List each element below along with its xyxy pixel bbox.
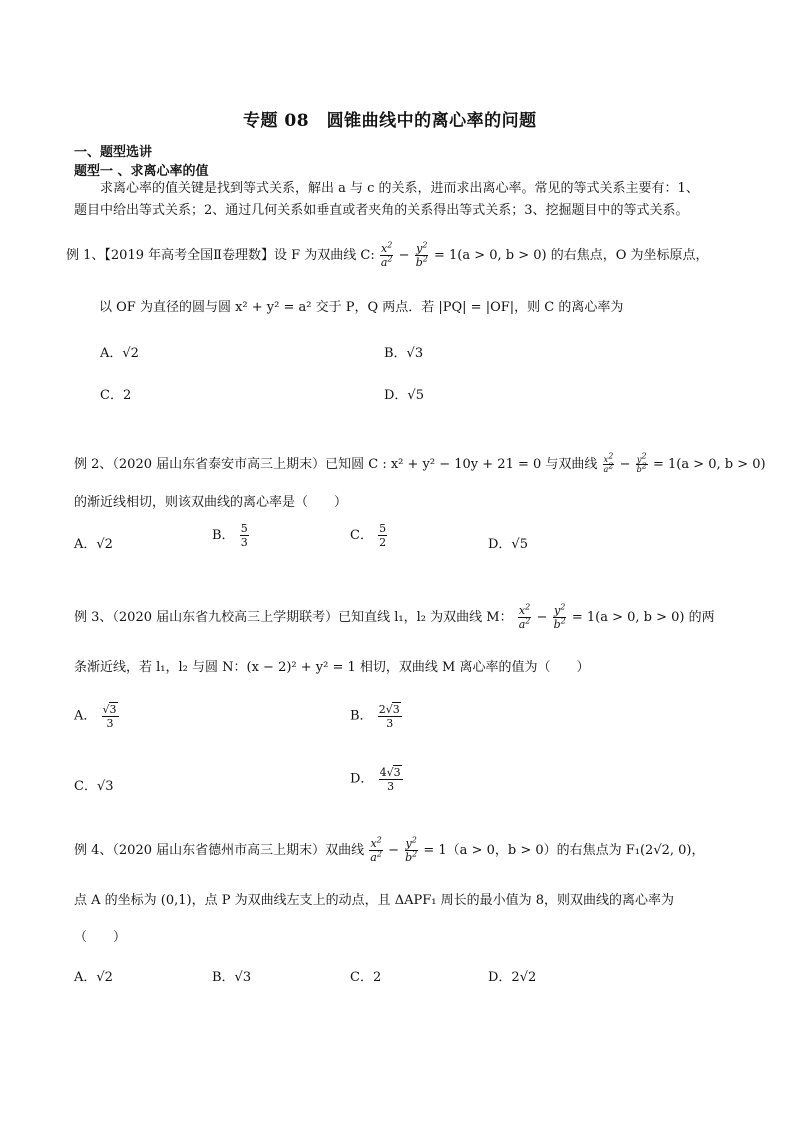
example-3-line-2: 条渐近线，若 l₁，l₂ 与圆 N：(x − 2)² + y² = 1 相切，双曲线 M 离心率的值为（ ）: [74, 660, 590, 675]
fraction-4sqrt3-3: $\frac{4√3}{3}$: [379, 766, 401, 793]
example-1-option-a[interactable]: A．√2: [100, 346, 139, 361]
page-title: 专题 08 圆锥曲线中的离心率的问题: [243, 111, 537, 131]
fraction-y2-b2: $\frac{y^2}{b^2}$: [405, 835, 418, 864]
example-4-option-d[interactable]: D．2√2: [488, 970, 537, 985]
example-3-option-b[interactable]: [350, 702, 403, 730]
fraction-x2-a2: $\frac{x^2}{a^2}$: [518, 602, 531, 631]
example-4-line-2: 点 A 的坐标为 (0,1)，点 P 为双曲线左支上的动点，且 ΔAPF₁ 周长的最小值为 8，则双曲线的离心率为: [74, 893, 675, 908]
fraction-y2-b2: $\frac{y^2}{b^2}$: [636, 451, 647, 474]
example-1-option-c[interactable]: C．2: [100, 388, 132, 403]
example-4-condition: = 1（a > 0，b > 0）的右焦点为 F₁(2√2, 0)，: [423, 843, 705, 858]
example-2-line-1: 例 2、（2020 届山东省泰安市高三上期末）已知圆 C : x² + y² − 10y + 21 = 0 与双曲线 $\frac{x^2}{a^2}$ − $\frac{y^2}{b^2}$ = 1(a > 0, b > 0): [74, 451, 766, 474]
example-1-line-2: 以 OF 为直径的圆与圆 x² + y² = a² 交于 P，Q 两点．若 |PQ| = |OF|，则 C 的离心率为: [99, 300, 624, 315]
type-heading: 题型一 、求离心率的值: [74, 164, 209, 179]
fraction-5-2: $\frac{5}{2}$: [379, 522, 387, 549]
example-4-option-c[interactable]: C．2: [350, 970, 382, 985]
intro-line-1: 求离心率的值关键是找到等式关系，解出 a 与 c 的关系，进而求出离心率。常见的等式关系主要有：1、: [100, 181, 699, 196]
example-2-text: 例 2、（2020 届山东省泰安市高三上期末）已知圆 C : x² + y² − 10y + 21 = 0 与双曲线: [74, 457, 598, 472]
example-3-condition: = 1(a > 0, b > 0) 的两: [571, 610, 715, 625]
example-4-text: 例 4、（2020 届山东省德州市高三上期末）双曲线: [74, 843, 365, 858]
fraction-x2-a2: $\frac{x^2}{a^2}$: [370, 835, 382, 864]
section-heading: 一、题型选讲: [74, 145, 153, 160]
example-2-option-c[interactable]: [350, 522, 388, 549]
fraction-x2-a2: $\frac{x^2}{a^2}$: [603, 451, 614, 474]
example-2-line-2: 的渐近线相切，则该双曲线的离心率是（ ）: [74, 495, 348, 510]
intro-line-2: 题目中给出等式关系；2、通过几何关系如垂直或者夹角的关系得出等式关系；3、挖掘题目中的等式关系。: [74, 203, 689, 218]
example-1-option-d[interactable]: D．√5: [384, 388, 424, 403]
example-4-line-3: （ ）: [74, 930, 127, 945]
example-2-option-a[interactable]: A．√2: [74, 537, 113, 552]
example-1-line-1: 例 1、【2019 年高考全国Ⅱ卷理数】设 F 为双曲线 C: $\frac{x^2}{a^2}$ − $\frac{y^2}{b^2}$ = 1(a > 0, b > 0) 的右焦点，O 为坐标原点，: [66, 240, 709, 269]
option-letter: B．: [212, 528, 235, 543]
example-3-option-c[interactable]: C．√3: [74, 779, 114, 794]
example-4-option-b[interactable]: B．√3: [212, 970, 252, 985]
example-4-line-1: 例 4、（2020 届山东省德州市高三上期末）双曲线 $\frac{x^2}{a^2}$ − $\frac{y^2}{b^2}$ = 1（a > 0，b > 0）的右焦点为 F₁(2√2, 0)，: [74, 835, 705, 864]
example-2-condition: = 1(a > 0, b > 0): [652, 457, 766, 472]
example-3-line-1: 例 3、（2020 届山东省九校高三上学期联考）已知直线 l₁，l₂ 为双曲线 M： $\frac{x^2}{a^2}$ − $\frac{y^2}{b^2}$ = 1(a > 0, b > 0) 的两: [74, 602, 715, 631]
option-letter: A．: [74, 708, 97, 724]
fraction-y2-b2: $\frac{y^2}{b^2}$: [553, 602, 566, 631]
option-letter: C．: [350, 528, 373, 543]
fraction-5-3: $\frac{5}{3}$: [240, 522, 248, 549]
example-1-option-b[interactable]: B．√3: [384, 346, 424, 361]
example-2-option-d[interactable]: D．√5: [488, 537, 528, 552]
fraction-2sqrt3-3: $\frac{2√3}{3}$: [378, 703, 400, 730]
fraction-sqrt3-3: $\frac{√3}{3}$: [102, 703, 117, 730]
example-3-option-a[interactable]: [74, 702, 120, 730]
example-1-prefix: 例 1、【2019 年高考全国Ⅱ卷理数】设 F 为双曲线 C:: [66, 248, 375, 263]
fraction-x2-a2: $\frac{x^2}{a^2}$: [380, 240, 393, 269]
option-letter: B．: [350, 708, 373, 724]
example-3-option-d[interactable]: [350, 765, 404, 793]
example-4-option-a[interactable]: A．√2: [74, 970, 113, 985]
example-3-text: 例 3、（2020 届山东省九校高三上学期联考）已知直线 l₁，l₂ 为双曲线 M：: [74, 610, 513, 625]
example-1-condition: = 1(a > 0, b > 0) 的右焦点，O 为坐标原点，: [433, 248, 709, 263]
fraction-y2-b2: $\frac{y^2}{b^2}$: [415, 240, 428, 269]
example-2-option-b[interactable]: [212, 522, 250, 549]
option-letter: D．: [350, 771, 374, 787]
